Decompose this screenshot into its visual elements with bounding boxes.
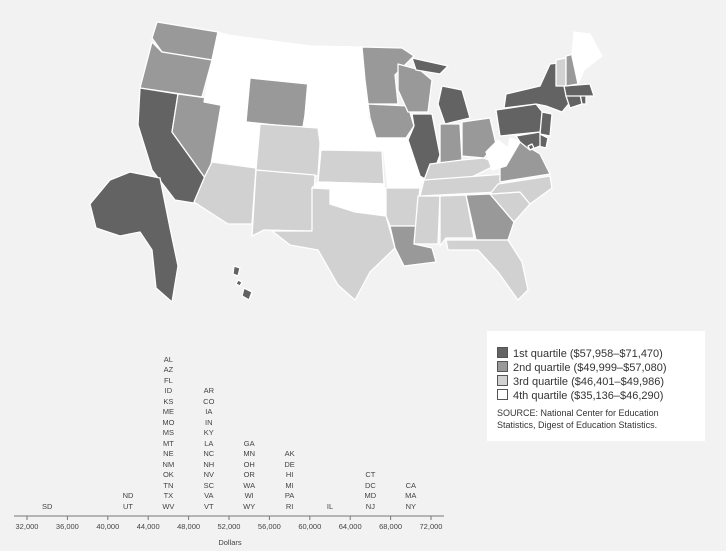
dotplot-state-label: WV (162, 501, 175, 511)
dotplot-state-label: GA (243, 438, 255, 448)
x-axis-label: Dollars (218, 538, 242, 547)
dotplot-state-label: MI (285, 480, 294, 490)
dotplot-state-label: VA (204, 491, 214, 500)
dotplot-state-label: MS (162, 428, 175, 437)
x-tick-label: 48,000 (177, 522, 201, 531)
dotplot-state-label: WY (243, 501, 256, 511)
dotplot-state-label: ND (122, 491, 134, 500)
dotplot-state-label: VT (204, 501, 214, 511)
x-tick-label: 60,000 (298, 522, 322, 531)
dotplot-state-label: MT (162, 438, 174, 448)
dotplot-state-label: MD (364, 491, 377, 500)
dotplot-state-label: OR (243, 470, 255, 479)
dotplot-state-label: NJ (365, 501, 375, 511)
dotplot-state-label: OK (162, 470, 174, 479)
dotplot-state-label: NM (162, 459, 175, 469)
dotplot-state-label: CO (203, 396, 215, 406)
dotplot-state-label: MO (162, 417, 175, 427)
dotplot-state-label: AZ (163, 365, 174, 374)
dotplot-state-label: NV (203, 470, 214, 479)
dotplot-state-label: IN (205, 417, 213, 427)
dotplot-state-label: CA (405, 480, 416, 490)
x-tick-label: 52,000 (217, 522, 241, 531)
dotplot-state-label: MN (243, 449, 256, 458)
dotplot-state-label: SC (203, 480, 214, 490)
dotplot-state-label: FL (164, 375, 173, 385)
dotplot-state-label: KY (203, 428, 214, 437)
x-tick-label: 40,000 (96, 522, 120, 531)
dotplot-state-label: CT (365, 470, 376, 479)
dotplot-state-label: LA (204, 438, 214, 448)
legend-label-q3: 3rd quartile ($46,401–$49,986) (513, 376, 665, 388)
dotplot-state-label: ME (162, 407, 175, 416)
dotplot-state-label: NY (405, 501, 416, 511)
dotplot-state-label: MA (405, 491, 417, 500)
dotplot-state-label: TX (163, 491, 174, 500)
dotplot-state-label: AK (284, 449, 295, 458)
x-tick-label: 36,000 (55, 522, 79, 531)
dotplot-state-label: ID (164, 386, 173, 395)
dotplot-state-label: OH (243, 459, 255, 469)
dotplot-state-label: AR (203, 386, 214, 395)
dotplot-state-label: NH (203, 459, 215, 469)
dotplot-state-label: WA (243, 480, 256, 490)
dotplot-state-label: WI (244, 491, 254, 500)
dotplot-state-label: HI (285, 470, 294, 479)
dotplot-state-label: IL (326, 501, 334, 511)
dotplot-state-label: DC (364, 480, 376, 490)
dotplot-state-label: IA (205, 407, 213, 416)
x-tick-label: 44,000 (136, 522, 160, 531)
dotplot-state-label: NC (203, 449, 215, 458)
x-tick-label: 68,000 (379, 522, 403, 531)
x-tick-label: 64,000 (338, 522, 362, 531)
dotplot-state-label: UT (123, 501, 133, 511)
dotplot-state-label: NE (163, 449, 174, 458)
dotplot-state-label: TN (163, 480, 174, 490)
x-tick-label: 32,000 (15, 522, 39, 531)
dotplot-state-label: AL (163, 354, 173, 364)
source-note: SOURCE: National Center for Education Statistics, Digest of Education Statistics. (497, 408, 659, 430)
legend-label-q4: 4th quartile ($35,136–$46,290) (513, 390, 664, 402)
x-tick-label: 72,000 (419, 522, 443, 531)
legend-label-q1: 1st quartile ($57,958–$71,470) (513, 348, 663, 360)
legend-label-q2: 2nd quartile ($49,999–$57,080) (513, 362, 667, 374)
dotplot-state-label: SD (41, 501, 53, 511)
x-tick-label: 56,000 (257, 522, 281, 531)
dotplot-state-label: KS (163, 396, 174, 406)
dotplot-state-label: RI (285, 501, 294, 511)
dotplot-state-label: DE (284, 459, 295, 469)
dotplot-state-label: PA (284, 491, 295, 500)
